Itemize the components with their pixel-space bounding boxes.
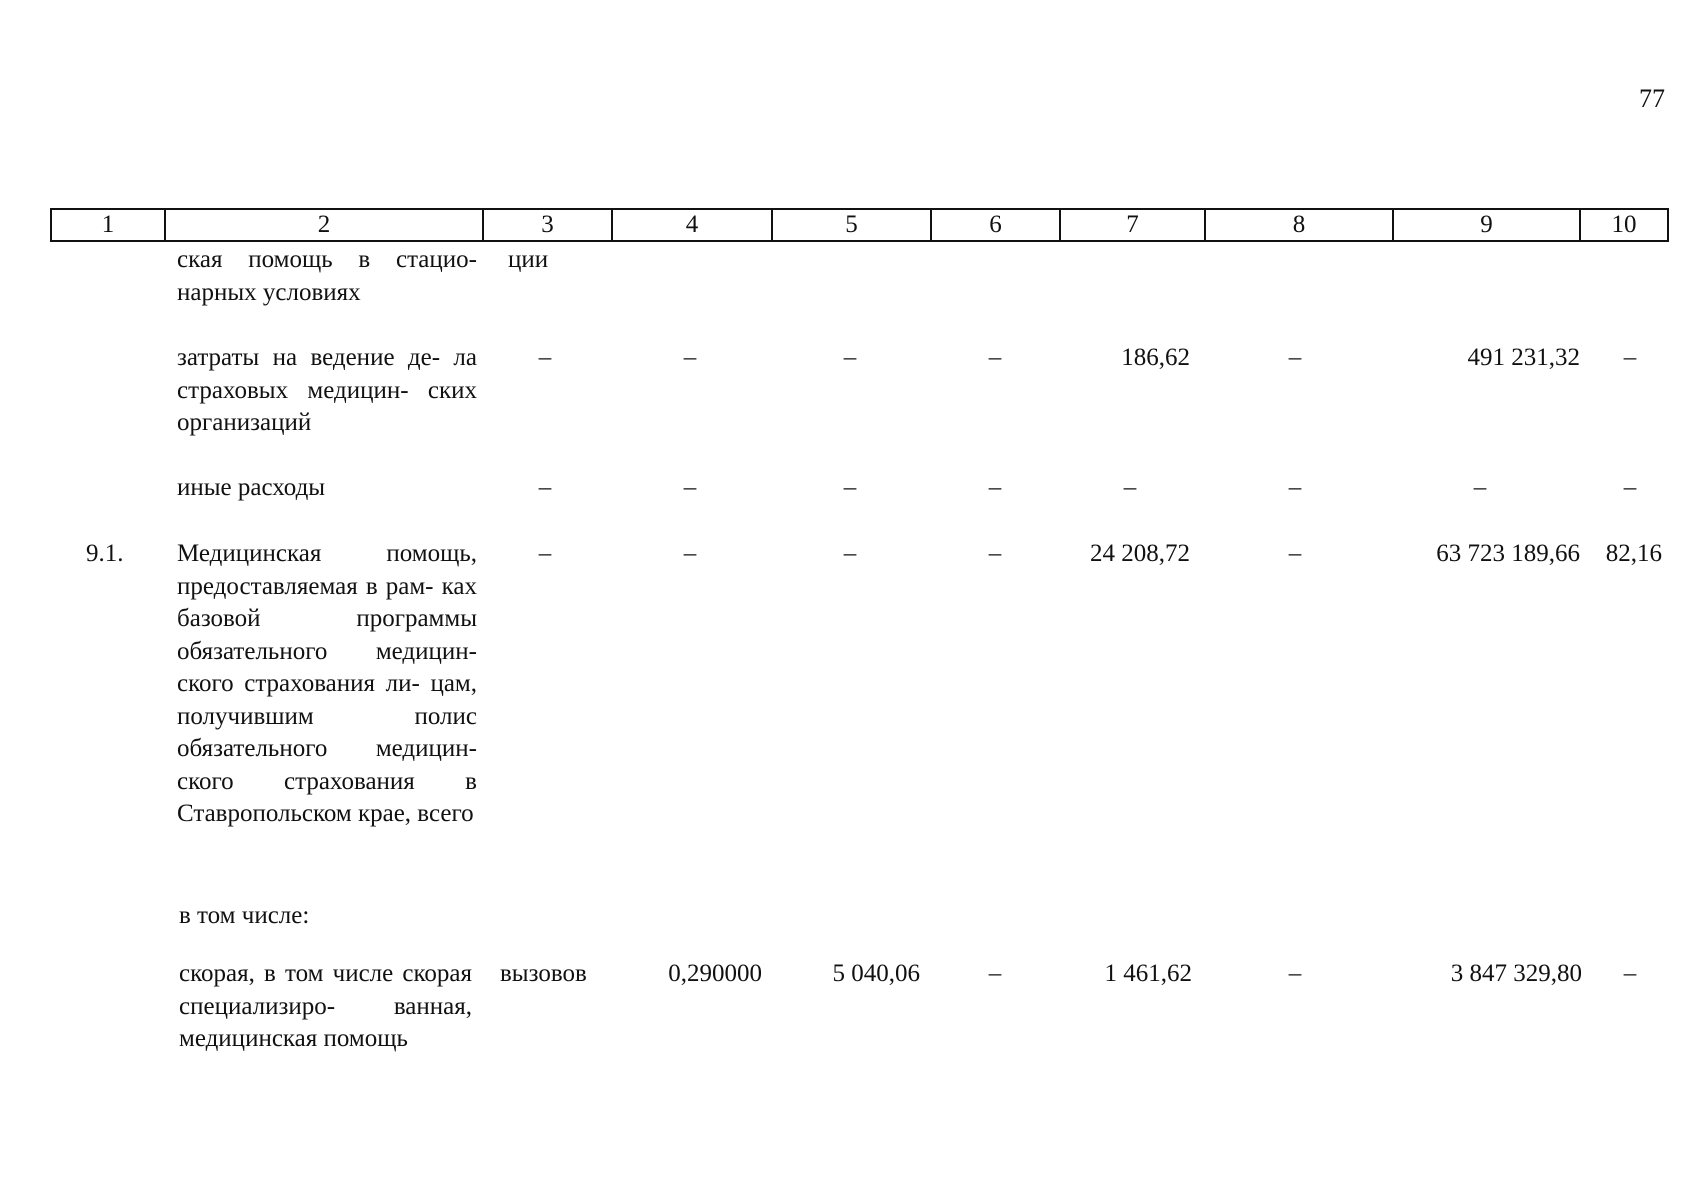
row-col6: – — [988, 474, 1002, 501]
row-col7: 24 208,72 — [1090, 540, 1190, 567]
row-col3: – — [538, 540, 552, 567]
row-col6: – — [988, 960, 1002, 987]
row-col4: – — [683, 474, 697, 501]
row-col10: – — [1623, 474, 1637, 501]
row-col9: 491 231,32 — [1467, 344, 1580, 371]
row-col7: 1 461,62 — [1104, 960, 1192, 987]
row-description: Медицинская помощь, предоставляемая в рам- ках базовой программы обязательного медицин- ского страхования ли- цам, получившим полис обязательного медицин- ского страхования в Ставропольском крае, всего — [177, 540, 477, 827]
row-col3: – — [538, 344, 552, 371]
header-col-5: 5 — [772, 209, 931, 241]
row-col5: 5 040,06 — [832, 960, 920, 987]
row-col5: – — [843, 344, 857, 371]
row-col4: – — [683, 540, 697, 567]
row-col8: – — [1288, 344, 1302, 371]
row-description: скорая, в том числе скорая специализиро- ванная, медицинская помощь — [179, 960, 472, 1052]
row-col8: – — [1288, 474, 1302, 501]
row-col6: – — [988, 344, 1002, 371]
row-col4: 0,290000 — [668, 960, 762, 987]
header-col-6: 6 — [931, 209, 1060, 241]
row-description: ская помощь в стацио- нарных условиях — [177, 246, 477, 306]
row-col9: 3 847 329,80 — [1450, 960, 1582, 987]
row-col3: – — [538, 474, 552, 501]
row-col4: – — [683, 344, 697, 371]
row-col8: – — [1288, 960, 1302, 987]
header-col-10: 10 — [1580, 209, 1668, 241]
row-unit: вызовов — [500, 960, 587, 987]
header-col-2: 2 — [165, 209, 483, 241]
row-col8: – — [1288, 540, 1302, 567]
row-col9: – — [1473, 474, 1487, 501]
page-number: 77 — [1639, 84, 1665, 113]
header-col-4: 4 — [612, 209, 772, 241]
row-description: затраты на ведение де- ла страховых медицин- ских организаций — [177, 344, 477, 436]
row-unit: ции — [508, 246, 549, 273]
header-col-3: 3 — [483, 209, 612, 241]
row-col10: 82,16 — [1605, 540, 1662, 567]
row-col9: 63 723 189,66 — [1436, 540, 1580, 567]
row-col10: – — [1623, 960, 1637, 987]
row-col10: – — [1623, 344, 1637, 371]
row-col5: – — [843, 474, 857, 501]
row-col6: – — [988, 540, 1002, 567]
row-description: в том числе: — [179, 902, 310, 929]
header-col-1: 1 — [51, 209, 165, 241]
row-col7: – — [1123, 474, 1137, 501]
header-col-9: 9 — [1393, 209, 1580, 241]
row-col7: 186,62 — [1121, 344, 1190, 371]
column-number-header — [50, 208, 1669, 242]
row-number: 9.1. — [86, 540, 124, 567]
row-col5: – — [843, 540, 857, 567]
header-col-8: 8 — [1205, 209, 1393, 241]
row-description: иные расходы — [177, 474, 326, 501]
header-col-7: 7 — [1060, 209, 1205, 241]
